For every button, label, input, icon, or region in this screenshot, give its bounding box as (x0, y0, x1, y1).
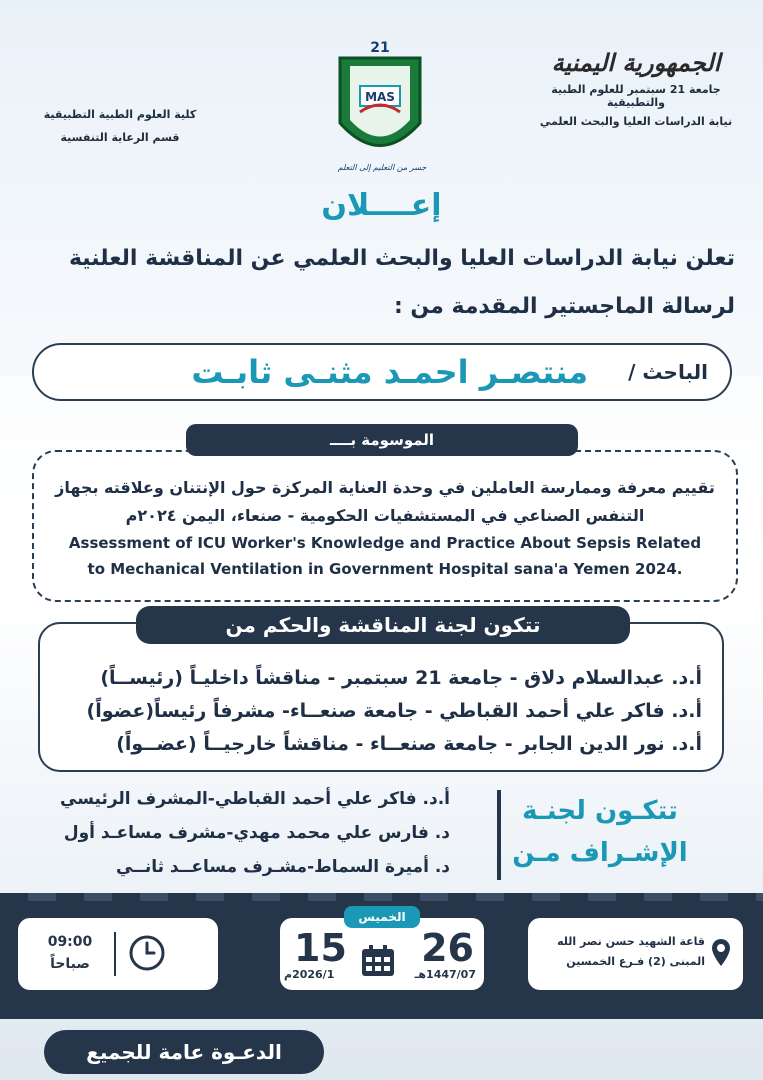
university-name: جامعة 21 سبتمبر للعلوم الطبية والتطبيقية (551, 83, 721, 109)
logo-slogan: جسر من التعليم إلى التعلم (337, 163, 427, 172)
committee-box (38, 622, 724, 772)
thesis-english-line-1: Assessment of ICU Worker's Knowledge and Practice About Sepsis Related (68, 534, 702, 552)
researcher-box (32, 343, 732, 401)
researcher-label: الباحث / (628, 360, 708, 384)
supervisor-item: د. فارس علي محمد مهدي-مشرف مساعـد أول (63, 823, 450, 843)
college-name: كلية العلوم الطبية التطبيقية (43, 108, 197, 121)
supervisor-item: د. أميرة السماط-مشـرف مساعــد ثانــي (116, 857, 450, 877)
invitation-banner: الدعـوة عامة للجميع (44, 1030, 324, 1074)
hijri-month-year: 1447/07هـ (414, 968, 476, 981)
titled-label-bar: الموسومة بــــ (186, 424, 578, 456)
gregorian-day: 15 (294, 926, 347, 970)
calendar-icon (360, 944, 396, 978)
location-line-2: المبنى (2) فـرع الخمسين (566, 955, 705, 968)
location-pin-icon (711, 938, 731, 968)
event-time: 09:00 (47, 934, 93, 950)
committee-member: أ.د. نور الدين الجابر - جامعة صنعــاء - مناقشاً خارجيــاً (عضــواً) (116, 733, 702, 755)
university-logo (330, 28, 430, 178)
intro-line-1: تعلن نيابة الدراسات العليا والبحث العلمي عن المناقشة العلنية (68, 246, 735, 271)
logo-number: 21 (370, 40, 390, 56)
location-card (528, 918, 743, 990)
day-name-badge: الخميس (344, 906, 420, 928)
hijri-day: 26 (421, 926, 474, 970)
committee-member: أ.د. فاكر علي أحمد القباطي - جامعة صنعــاء- مشرفاً رئيساً(عضواً) (86, 700, 702, 722)
country-calligraphy: الجمهورية اليمنية (551, 48, 721, 77)
event-time-period: صباحاً (50, 956, 90, 972)
supervision-title (510, 790, 690, 874)
committee-title: تتكون لجنة المناقشة والحكم من (136, 606, 630, 644)
department-name: قسم الرعاية التنفسية (60, 131, 180, 144)
location-line-1: قاعة الشهيد حسن نصر الله (557, 935, 705, 948)
supervision-list (30, 782, 450, 884)
thesis-arabic-line-2: التنفس الصناعي في المستشفيات الحكومية - صنعاء، اليمن ٢٠٢٤م (125, 506, 645, 525)
time-card (18, 918, 218, 990)
announcement-title: إعــــلان (321, 188, 442, 223)
band-stripe (0, 893, 763, 901)
gregorian-month-year: 2026/1م (284, 968, 335, 981)
deanship-name: نيابة الدراسات العليا والبحث العلمي (539, 115, 733, 128)
clock-icon (128, 934, 166, 972)
intro-line-2: لرسالة الماجستير المقدمة من : (393, 294, 735, 319)
committee-member: أ.د. عبدالسلام دلاق - جامعة 21 سبتمبر - مناقشاً داخليـاً (رئيســاً) (100, 667, 702, 689)
logo-letters: MAS (365, 90, 395, 104)
thesis-arabic-line-1: تقييم معرفة وممارسة العاملين في وحدة العناية المركزة حول الإنتنان وعلاقته بجهاز (55, 478, 715, 497)
supervision-title-line-1: تتكـون لجنـة (522, 796, 678, 826)
researcher-name: منتصـر احمـد مثنـى ثابـت (191, 353, 589, 391)
supervision-title-line-2: الإشـراف مـن (512, 838, 688, 868)
thesis-english-line-2: to Mechanical Ventilation in Government Hospital sana'a Yemen 2024. (87, 560, 683, 578)
time-separator (114, 932, 116, 976)
thesis-title-box (32, 450, 738, 602)
date-card (280, 918, 484, 990)
header-left-block (40, 98, 200, 144)
header-right-block (531, 48, 741, 128)
supervisor-item: أ.د. فاكر علي أحمد القباطي-المشرف الرئيسي (60, 789, 450, 809)
supervision-divider (497, 790, 501, 880)
